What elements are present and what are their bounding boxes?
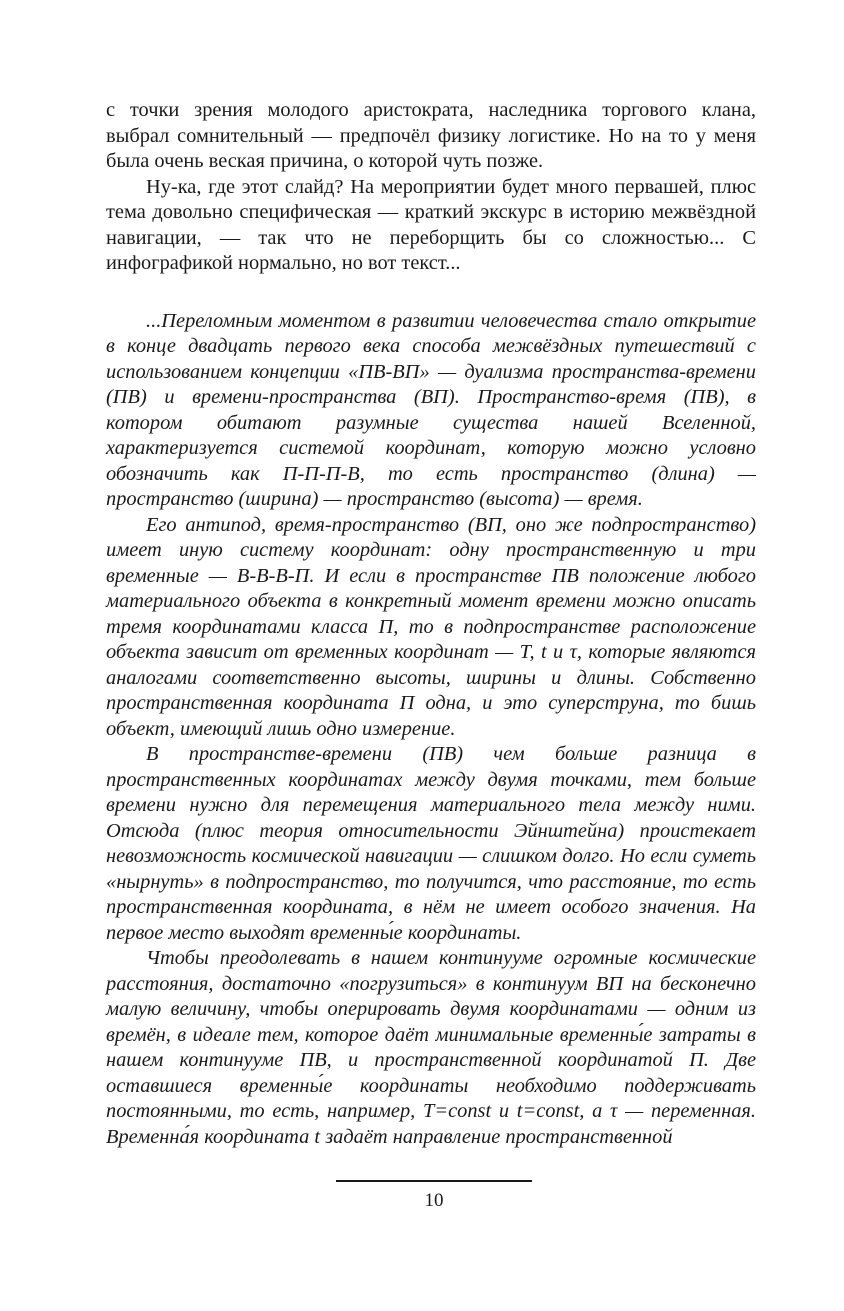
intro-section [106,98,756,277]
excerpt-paragraph-4: Чтобы преодолевать в нашем континууме огромные космические расстояния, достаточно «погрузиться» в континуум ВП на бесконечно малую величину, чтобы оперировать двумя координатами — одним из времён, в идеале тем, которое даёт минимальные временны́е затраты в нашем континууме ПВ, и пространственной координатой П. Две оставшиеся временны́е координаты необходимо поддерживать постоянными, то есть, например, T=const и t=const, а τ — переменная. Временна́я координата t задаёт направление пространственной [106,947,756,1148]
intro-paragraph-1: с точки зрения молодого аристократа, наследника торгового клана, выбрал сомнительный — предпочёл физику логистике. Но на то у меня была очень веская причина, о которой чуть позже. [106,99,756,172]
page-body [106,98,756,1150]
excerpt-paragraph-2: Его антипод, время-пространство (ВП, оно же подпространство) имеет иную систему координат: одну пространственную и три временные — В-В-В-П. И если в пространстве ПВ положение любого материального объекта в конкретный момент времени можно описать тремя координатами класса П, то в подпространстве расположение объекта зависит от временных координат — T, t и τ, которые являются аналогами соответственно высоты, ширины и длины. Собственно пространственная координата П одна, и это суперструна, то бишь объект, имеющий лишь одно измерение. [106,513,756,740]
page-number: 10 [424,1190,444,1211]
footer-rule [336,1180,532,1182]
slide-excerpt [106,309,756,1151]
excerpt-paragraph-3: В пространстве-времени (ПВ) чем больше разница в пространственных координатах между двумя точками, тем больше времени нужно для перемещения материального тела между ними. Отсюда (плюс теория относительности Эйнштейна) проистекает невозможность космической навигации — слишком долго. Но если суметь «нырнуть» в подпространство, то получится, что расстояние, то есть пространственная координата, в нём не имеет особого значения. На первое место выходят временны́е координаты. [106,743,756,944]
section-gap [106,277,756,309]
intro-paragraph-2: Ну-ка, где этот слайд? На мероприятии будет много первашей, плюс тема довольно специфическая — краткий экскурс в историю межвёздной навигации, — так что не переборщить бы со сложностью... С инфографикой нормально, но вот текст... [106,175,756,274]
excerpt-paragraph-1: ...Переломным моментом в развитии человечества стало открытие в конце двадцать первого века способа межвёздных путешествий с использованием концепции «ПВ-ВП» — дуализма пространства-времени (ПВ) и времени-пространства (ВП). Пространство-время (ПВ), в котором обитают разумные существа нашей Вселенной, характеризуется системой координат, которую можно условно обозначить как П-П-П-В, то есть пространство (длина) — пространство (ширина) — пространство (высота) — время. [106,309,756,510]
